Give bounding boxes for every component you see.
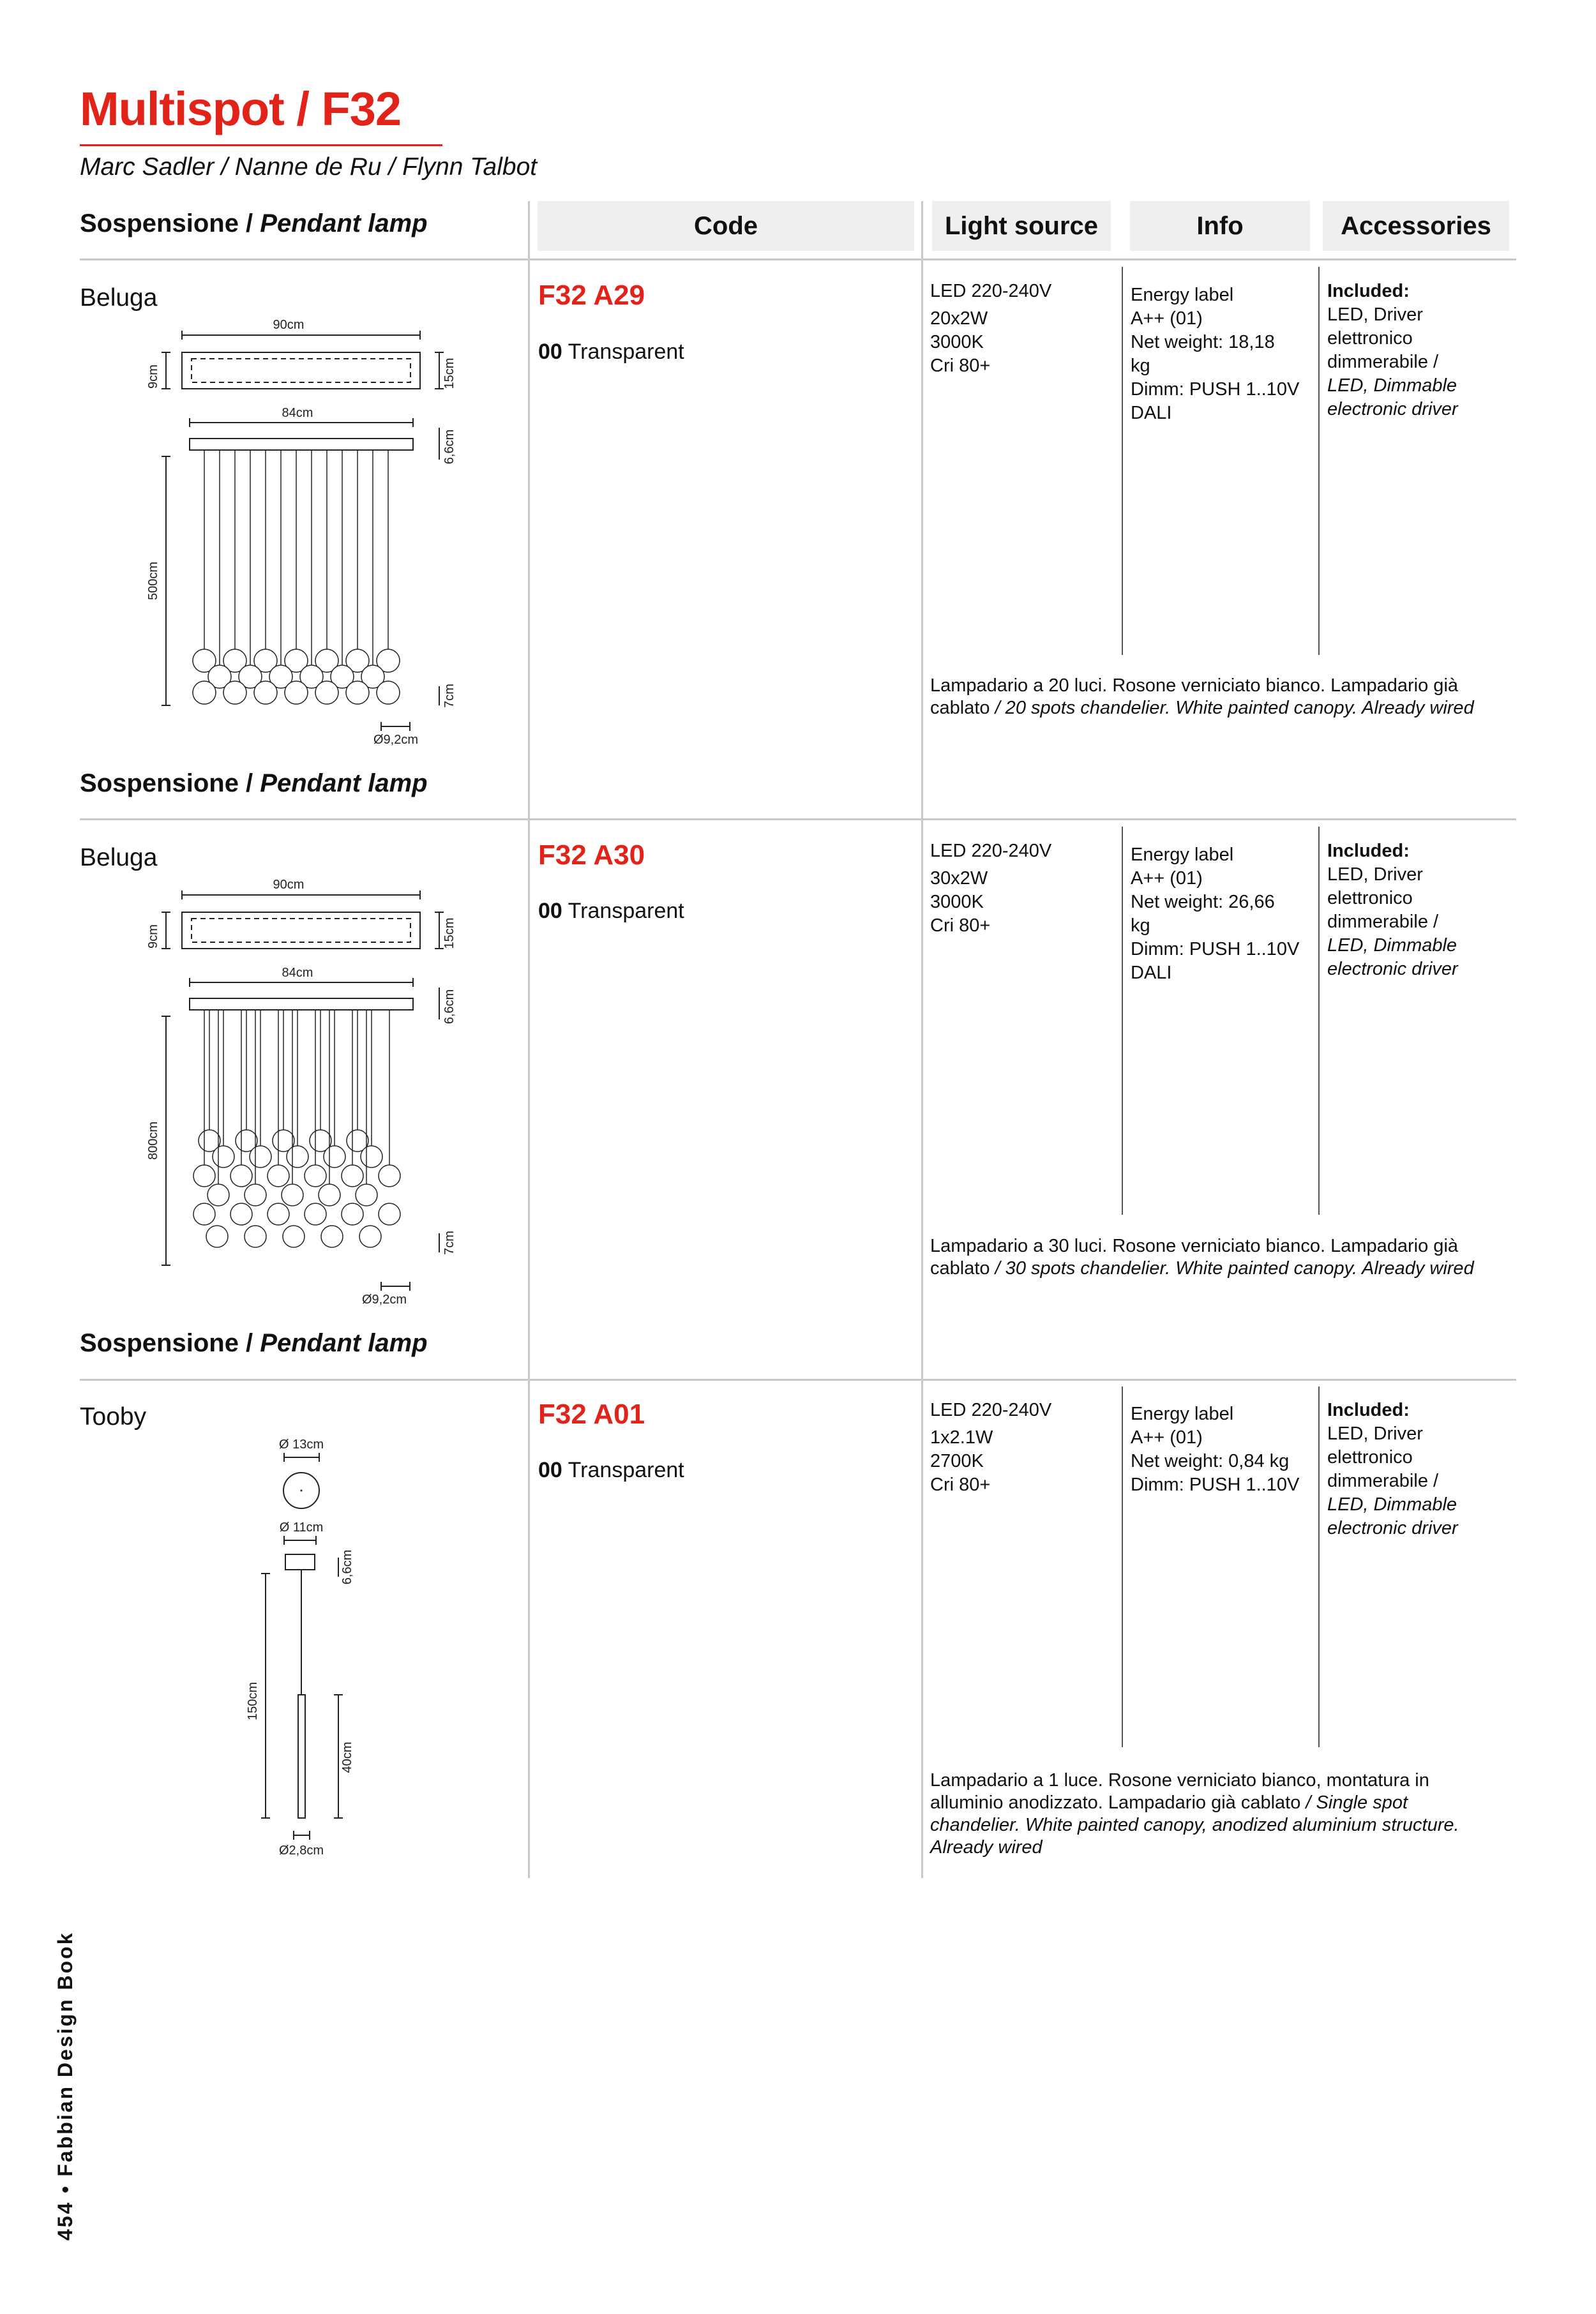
accessories-specs: Included: LED, Driver elettronico dimmerabile / LED, Dimmable electronic driver (1327, 1400, 1458, 1538)
column-header-info: Info (1130, 201, 1310, 251)
dim-height: 9cm (146, 364, 160, 389)
shade-drop (245, 1226, 266, 1247)
page-title: Multispot / F32 (80, 82, 401, 135)
product-description: Lampadario a 1 luce. Rosone verniciato bianco, montatura in alluminio anodizzato. Lampadario già cablato / Single spot chandelier. White painted canopy, anodized aluminium structure. Already wired (930, 1770, 1459, 1858)
product-code: F32 A29 (538, 280, 645, 311)
shade-drop (267, 1203, 289, 1225)
product-code: F32 A30 (538, 839, 645, 871)
dim-height-2: 15cm (442, 917, 456, 949)
info-specs: Energy label A++ (01) Net weight: 0,84 kg Dimm: PUSH 1..10V (1131, 1404, 1300, 1495)
product-name: Beluga (80, 284, 158, 312)
designers: Marc Sadler / Nanne de Ru / Flynn Talbot (80, 153, 538, 181)
dim-length: 500cm (146, 561, 160, 601)
shade-drop (245, 1184, 266, 1206)
shade-drop (206, 1226, 228, 1247)
shade-drop (282, 1184, 303, 1206)
dim-length: 150cm (246, 1681, 260, 1721)
column-divider (1122, 267, 1123, 655)
page-footer-sidebar: 454 • Fabbian Design Book (54, 1931, 77, 2241)
light-source-specs: LED 220-240V 20x2W 3000K Cri 80+ (930, 281, 1052, 376)
dim-diameter: Ø9,2cm (361, 1293, 407, 1307)
tooby-drawing (243, 1433, 396, 1874)
shade-drop (193, 1165, 215, 1187)
column-divider (1318, 1386, 1320, 1747)
dim-height: 9cm (146, 924, 160, 949)
shade-drop (285, 681, 308, 704)
shade-drop (267, 1165, 289, 1187)
info-specs: Energy label A++ (01) Net weight: 18,18 kg Dimm: PUSH 1..10V DALI (1131, 285, 1300, 423)
product-description: Lampadario a 20 luci. Rosone verniciato bianco. Lampadario già cablato / 20 spots chandelier. White painted canopy. Already wired (930, 675, 1474, 718)
accessories-specs: Included: LED, Driver elettronico dimmerabile / LED, Dimmable electronic driver (1327, 841, 1458, 979)
section-label-top: Sospensione / Pendant lamp (80, 209, 428, 237)
variant: 00 Transparent (538, 1458, 684, 1482)
column-divider (1122, 1386, 1123, 1747)
column-divider (528, 201, 530, 1878)
accessories-specs: Included: LED, Driver elettronico dimmerabile / LED, Dimmable electronic driver (1327, 281, 1458, 419)
dim-tube: 40cm (340, 1741, 354, 1773)
shade-drop (377, 681, 400, 704)
beluga-20-drawing (134, 313, 466, 753)
dim-diameter: Ø2,8cm (278, 1844, 324, 1858)
column-header-accessories: Accessories (1323, 201, 1509, 251)
shade-drop (305, 1203, 326, 1225)
product-name: Tooby (80, 1403, 147, 1431)
title-underline (80, 144, 442, 146)
shade-drop (324, 1146, 345, 1168)
shade-drop (254, 681, 277, 704)
dim-canopy-diameter: Ø 13cm (278, 1438, 324, 1452)
light-source-specs: LED 220-240V 30x2W 3000K Cri 80+ (930, 841, 1052, 936)
shade-drop (356, 1184, 377, 1206)
dim-inner-width: 84cm (282, 966, 313, 980)
column-divider (921, 201, 923, 1878)
column-divider (1122, 827, 1123, 1215)
shade-drop (346, 681, 369, 704)
shade-drop (342, 1203, 363, 1225)
dim-shade: 7cm (442, 684, 456, 708)
shade-drop (250, 1146, 271, 1168)
row-divider (80, 1379, 1516, 1381)
row-divider (80, 818, 1516, 820)
column-divider (1318, 827, 1320, 1215)
shade-drop (321, 1226, 343, 1247)
shade-drop (319, 1184, 340, 1206)
dim-width: 90cm (273, 318, 305, 332)
row-divider (80, 259, 1516, 260)
shade-drop (207, 1184, 229, 1206)
shade-drop (379, 1165, 400, 1187)
dim-shade: 7cm (442, 1231, 456, 1255)
shade-drop (193, 681, 216, 704)
shade-drop (223, 681, 246, 704)
dim-canopy: 6,6cm (340, 1549, 354, 1585)
column-header-code: Code (538, 201, 914, 251)
product-code: F32 A01 (538, 1399, 645, 1430)
product-description: Lampadario a 30 luci. Rosone verniciato bianco. Lampadario già cablato / 30 spots chandelier. White painted canopy. Already wired (930, 1236, 1474, 1279)
shade-drop (287, 1146, 308, 1168)
light-source-specs: LED 220-240V 1x2.1W 2700K Cri 80+ (930, 1400, 1052, 1495)
shade-drop (305, 1165, 326, 1187)
shade-drop (213, 1146, 234, 1168)
shade-drop (359, 1226, 381, 1247)
dim-canopy: 6,6cm (442, 989, 456, 1025)
dim-rose-diameter: Ø 11cm (279, 1521, 324, 1535)
shade-drop (315, 681, 338, 704)
section-label: Sospensione / Pendant lamp (80, 1329, 428, 1357)
info-specs: Energy label A++ (01) Net weight: 26,66 kg Dimm: PUSH 1..10V DALI (1131, 845, 1300, 983)
dim-width: 90cm (273, 878, 305, 892)
shade-drop (342, 1165, 363, 1187)
dim-height-2: 15cm (442, 357, 456, 389)
dim-length: 800cm (146, 1121, 160, 1161)
shade-drop (193, 1203, 215, 1225)
shade-drop (379, 1203, 400, 1225)
shade-drop (361, 1146, 382, 1168)
dim-canopy: 6,6cm (442, 429, 456, 465)
column-header-light-source: Light source (932, 201, 1111, 251)
section-label: Sospensione / Pendant lamp (80, 769, 428, 797)
beluga-30-drawing (134, 873, 466, 1313)
dim-diameter: Ø9,2cm (373, 733, 419, 747)
shade-drop (230, 1165, 252, 1187)
product-name: Beluga (80, 844, 158, 871)
shade-drop (283, 1226, 305, 1247)
dim-inner-width: 84cm (282, 406, 313, 420)
variant: 00 Transparent (538, 899, 684, 923)
column-divider (1318, 267, 1320, 655)
shade-drop (230, 1203, 252, 1225)
variant: 00 Transparent (538, 340, 684, 364)
